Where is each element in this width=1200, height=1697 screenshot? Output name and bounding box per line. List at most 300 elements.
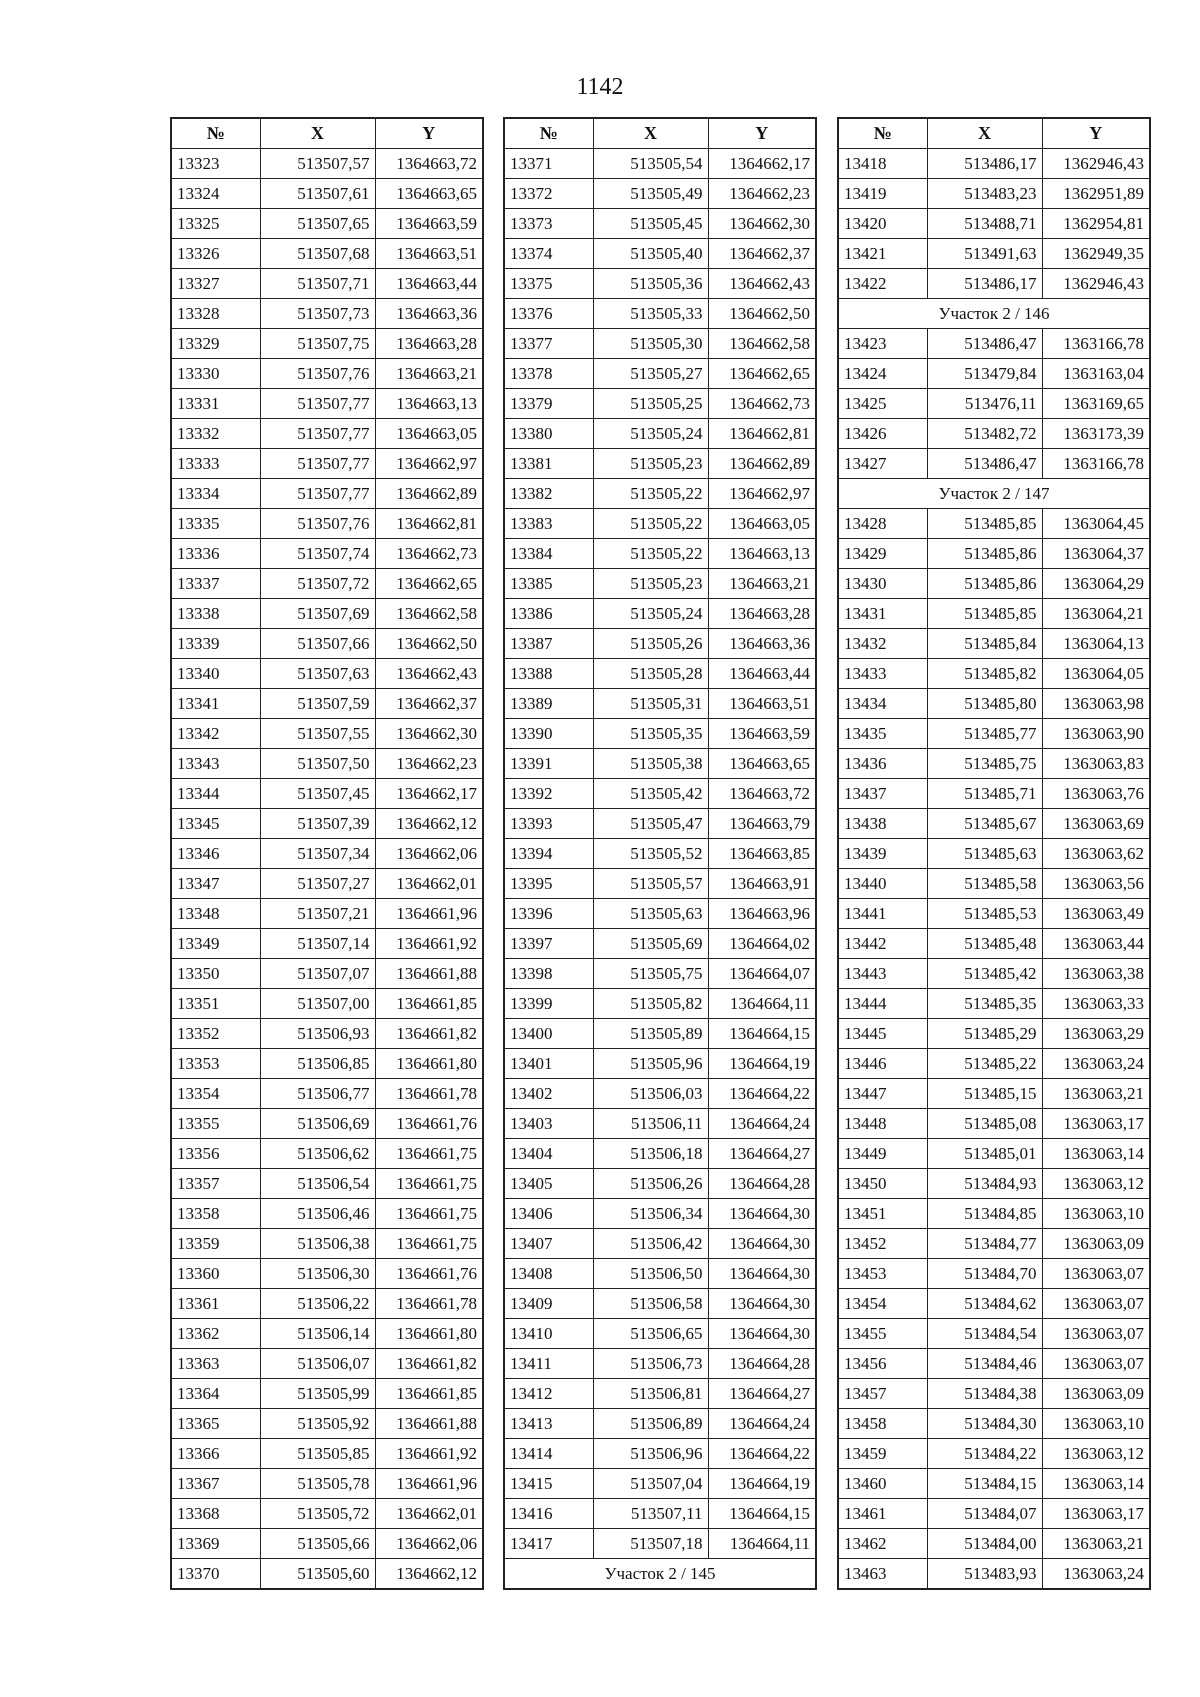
x-coordinate: 513505,85 <box>260 1439 375 1469</box>
point-number: 13347 <box>171 869 260 899</box>
y-coordinate: 1364662,89 <box>708 449 816 479</box>
y-coordinate: 1363163,04 <box>1042 359 1150 389</box>
x-coordinate: 513484,93 <box>927 1169 1042 1199</box>
point-number: 13364 <box>171 1379 260 1409</box>
point-number: 13379 <box>504 389 593 419</box>
y-coordinate: 1364664,27 <box>708 1379 816 1409</box>
table-row <box>504 1139 816 1169</box>
table-row <box>504 149 816 179</box>
point-number: 13354 <box>171 1079 260 1109</box>
y-coordinate: 1364662,30 <box>375 719 483 749</box>
x-coordinate: 513506,89 <box>593 1409 708 1439</box>
point-number: 13409 <box>504 1289 593 1319</box>
point-number: 13403 <box>504 1109 593 1139</box>
section-label: Участок 2 / 146 <box>838 299 1150 329</box>
x-coordinate: 513506,34 <box>593 1199 708 1229</box>
point-number: 13443 <box>838 959 927 989</box>
y-coordinate: 1363063,38 <box>1042 959 1150 989</box>
table-row <box>171 959 483 989</box>
x-coordinate: 513485,86 <box>927 569 1042 599</box>
point-number: 13446 <box>838 1049 927 1079</box>
table-row <box>838 869 1150 899</box>
point-number: 13453 <box>838 1259 927 1289</box>
table-row <box>171 149 483 179</box>
point-number: 13375 <box>504 269 593 299</box>
y-coordinate: 1363169,65 <box>1042 389 1150 419</box>
x-coordinate: 513507,59 <box>260 689 375 719</box>
table-row <box>838 809 1150 839</box>
table-row <box>171 419 483 449</box>
x-coordinate: 513507,39 <box>260 809 375 839</box>
y-coordinate: 1364663,65 <box>375 179 483 209</box>
point-number: 13343 <box>171 749 260 779</box>
y-coordinate: 1364664,15 <box>708 1499 816 1529</box>
table-row <box>504 569 816 599</box>
point-number: 13367 <box>171 1469 260 1499</box>
point-number: 13383 <box>504 509 593 539</box>
x-coordinate: 513505,22 <box>593 479 708 509</box>
table-row <box>504 509 816 539</box>
y-coordinate: 1364661,96 <box>375 899 483 929</box>
point-number: 13463 <box>838 1559 927 1590</box>
x-coordinate: 513505,38 <box>593 749 708 779</box>
point-number: 13440 <box>838 869 927 899</box>
table-row <box>838 569 1150 599</box>
section-row <box>838 479 1150 509</box>
y-coordinate: 1364662,58 <box>375 599 483 629</box>
y-coordinate: 1363064,37 <box>1042 539 1150 569</box>
y-coordinate: 1363063,10 <box>1042 1409 1150 1439</box>
y-coordinate: 1363063,90 <box>1042 719 1150 749</box>
point-number: 13432 <box>838 629 927 659</box>
y-coordinate: 1364662,89 <box>375 479 483 509</box>
point-number: 13369 <box>171 1529 260 1559</box>
x-coordinate: 513507,77 <box>260 389 375 419</box>
x-coordinate: 513505,22 <box>593 539 708 569</box>
point-number: 13345 <box>171 809 260 839</box>
y-coordinate: 1364664,24 <box>708 1409 816 1439</box>
table-row <box>838 179 1150 209</box>
x-coordinate: 513479,84 <box>927 359 1042 389</box>
table-row <box>504 179 816 209</box>
section-label: Участок 2 / 147 <box>838 479 1150 509</box>
table-row <box>171 1019 483 1049</box>
table-row <box>838 389 1150 419</box>
section-row <box>504 1559 816 1590</box>
table-row <box>171 1469 483 1499</box>
x-coordinate: 513506,26 <box>593 1169 708 1199</box>
x-coordinate: 513485,71 <box>927 779 1042 809</box>
x-coordinate: 513507,74 <box>260 539 375 569</box>
point-number: 13442 <box>838 929 927 959</box>
x-coordinate: 513505,40 <box>593 239 708 269</box>
point-number: 13341 <box>171 689 260 719</box>
point-number: 13342 <box>171 719 260 749</box>
point-number: 13394 <box>504 839 593 869</box>
x-coordinate: 513485,42 <box>927 959 1042 989</box>
x-coordinate: 513505,75 <box>593 959 708 989</box>
x-coordinate: 513506,58 <box>593 1289 708 1319</box>
x-coordinate: 513476,11 <box>927 389 1042 419</box>
x-coordinate: 513506,85 <box>260 1049 375 1079</box>
table-row <box>171 929 483 959</box>
y-coordinate: 1364661,76 <box>375 1259 483 1289</box>
point-number: 13413 <box>504 1409 593 1439</box>
x-coordinate: 513485,15 <box>927 1079 1042 1109</box>
y-coordinate: 1364661,82 <box>375 1019 483 1049</box>
table-row <box>838 1469 1150 1499</box>
y-coordinate: 1364662,17 <box>375 779 483 809</box>
y-coordinate: 1364663,44 <box>708 659 816 689</box>
x-coordinate: 513484,62 <box>927 1289 1042 1319</box>
x-coordinate: 513505,23 <box>593 569 708 599</box>
x-coordinate: 513505,78 <box>260 1469 375 1499</box>
point-number: 13459 <box>838 1439 927 1469</box>
y-coordinate: 1364661,92 <box>375 929 483 959</box>
y-coordinate: 1364662,17 <box>708 149 816 179</box>
y-coordinate: 1364662,23 <box>708 179 816 209</box>
table-row <box>504 1079 816 1109</box>
table-row <box>171 1079 483 1109</box>
table-row <box>838 1109 1150 1139</box>
point-number: 13418 <box>838 149 927 179</box>
y-coordinate: 1364663,21 <box>708 569 816 599</box>
y-coordinate: 1364664,11 <box>708 1529 816 1559</box>
table-row <box>504 779 816 809</box>
x-coordinate: 513505,33 <box>593 299 708 329</box>
section-label: Участок 2 / 145 <box>504 1559 816 1590</box>
y-coordinate: 1364663,21 <box>375 359 483 389</box>
table-row <box>838 779 1150 809</box>
table-row <box>171 299 483 329</box>
coordinate-table-left <box>170 117 484 1590</box>
point-number: 13378 <box>504 359 593 389</box>
y-coordinate: 1363064,13 <box>1042 629 1150 659</box>
point-number: 13433 <box>838 659 927 689</box>
y-coordinate: 1364662,01 <box>375 869 483 899</box>
table-row <box>171 1439 483 1469</box>
y-coordinate: 1364663,96 <box>708 899 816 929</box>
x-coordinate: 513506,22 <box>260 1289 375 1319</box>
header-number: № <box>838 118 927 149</box>
table-row <box>504 899 816 929</box>
y-coordinate: 1363173,39 <box>1042 419 1150 449</box>
y-coordinate: 1364661,75 <box>375 1229 483 1259</box>
table-row <box>504 929 816 959</box>
y-coordinate: 1363063,17 <box>1042 1499 1150 1529</box>
y-coordinate: 1364663,72 <box>708 779 816 809</box>
table-row <box>504 1109 816 1139</box>
y-coordinate: 1364664,11 <box>708 989 816 1019</box>
x-coordinate: 513485,08 <box>927 1109 1042 1139</box>
table-row <box>838 1259 1150 1289</box>
header-x: X <box>927 118 1042 149</box>
y-coordinate: 1364661,75 <box>375 1169 483 1199</box>
y-coordinate: 1364663,65 <box>708 749 816 779</box>
point-number: 13396 <box>504 899 593 929</box>
y-coordinate: 1363063,56 <box>1042 869 1150 899</box>
x-coordinate: 513507,21 <box>260 899 375 929</box>
x-coordinate: 513484,85 <box>927 1199 1042 1229</box>
table-row <box>838 1409 1150 1439</box>
x-coordinate: 513505,66 <box>260 1529 375 1559</box>
table-row <box>504 749 816 779</box>
x-coordinate: 513484,70 <box>927 1259 1042 1289</box>
x-coordinate: 513484,22 <box>927 1439 1042 1469</box>
point-number: 13323 <box>171 149 260 179</box>
y-coordinate: 1364661,88 <box>375 959 483 989</box>
y-coordinate: 1364663,28 <box>375 329 483 359</box>
y-coordinate: 1364661,76 <box>375 1109 483 1139</box>
point-number: 13395 <box>504 869 593 899</box>
y-coordinate: 1364664,22 <box>708 1079 816 1109</box>
table-row <box>504 1199 816 1229</box>
point-number: 13420 <box>838 209 927 239</box>
x-coordinate: 513485,82 <box>927 659 1042 689</box>
y-coordinate: 1363063,10 <box>1042 1199 1150 1229</box>
x-coordinate: 513506,62 <box>260 1139 375 1169</box>
point-number: 13358 <box>171 1199 260 1229</box>
y-coordinate: 1363063,14 <box>1042 1469 1150 1499</box>
x-coordinate: 513507,66 <box>260 629 375 659</box>
table-row <box>504 719 816 749</box>
y-coordinate: 1364663,72 <box>375 149 483 179</box>
table-row <box>171 1319 483 1349</box>
table-row <box>171 209 483 239</box>
point-number: 13346 <box>171 839 260 869</box>
x-coordinate: 513485,35 <box>927 989 1042 1019</box>
y-coordinate: 1364662,58 <box>708 329 816 359</box>
x-coordinate: 513507,11 <box>593 1499 708 1529</box>
point-number: 13402 <box>504 1079 593 1109</box>
table-row <box>838 599 1150 629</box>
point-number: 13424 <box>838 359 927 389</box>
table-row <box>171 1529 483 1559</box>
point-number: 13445 <box>838 1019 927 1049</box>
point-number: 13450 <box>838 1169 927 1199</box>
y-coordinate: 1364661,85 <box>375 1379 483 1409</box>
x-coordinate: 513506,73 <box>593 1349 708 1379</box>
x-coordinate: 513507,07 <box>260 959 375 989</box>
x-coordinate: 513507,69 <box>260 599 375 629</box>
table-row <box>838 629 1150 659</box>
x-coordinate: 513485,67 <box>927 809 1042 839</box>
y-coordinate: 1362946,43 <box>1042 149 1150 179</box>
y-coordinate: 1364663,44 <box>375 269 483 299</box>
y-coordinate: 1364663,51 <box>708 689 816 719</box>
point-number: 13356 <box>171 1139 260 1169</box>
y-coordinate: 1363063,09 <box>1042 1229 1150 1259</box>
table-row <box>838 1349 1150 1379</box>
point-number: 13391 <box>504 749 593 779</box>
x-coordinate: 513486,17 <box>927 149 1042 179</box>
y-coordinate: 1364663,59 <box>708 719 816 749</box>
x-coordinate: 513484,77 <box>927 1229 1042 1259</box>
point-number: 13325 <box>171 209 260 239</box>
x-coordinate: 513485,22 <box>927 1049 1042 1079</box>
y-coordinate: 1363063,17 <box>1042 1109 1150 1139</box>
point-number: 13352 <box>171 1019 260 1049</box>
x-coordinate: 513505,82 <box>593 989 708 1019</box>
x-coordinate: 513507,27 <box>260 869 375 899</box>
x-coordinate: 513483,23 <box>927 179 1042 209</box>
table-row <box>171 539 483 569</box>
x-coordinate: 513484,30 <box>927 1409 1042 1439</box>
x-coordinate: 513505,31 <box>593 689 708 719</box>
point-number: 13393 <box>504 809 593 839</box>
y-coordinate: 1364662,97 <box>375 449 483 479</box>
table-row <box>504 1289 816 1319</box>
point-number: 13384 <box>504 539 593 569</box>
y-coordinate: 1364661,82 <box>375 1349 483 1379</box>
point-number: 13407 <box>504 1229 593 1259</box>
x-coordinate: 513505,57 <box>593 869 708 899</box>
point-number: 13385 <box>504 569 593 599</box>
y-coordinate: 1363063,07 <box>1042 1349 1150 1379</box>
table-row <box>838 1499 1150 1529</box>
y-coordinate: 1363064,45 <box>1042 509 1150 539</box>
y-coordinate: 1364662,37 <box>708 239 816 269</box>
y-coordinate: 1363166,78 <box>1042 449 1150 479</box>
table-row <box>504 299 816 329</box>
table-row <box>171 779 483 809</box>
table-row <box>171 599 483 629</box>
point-number: 13397 <box>504 929 593 959</box>
y-coordinate: 1364663,28 <box>708 599 816 629</box>
x-coordinate: 513506,38 <box>260 1229 375 1259</box>
table-row <box>504 239 816 269</box>
y-coordinate: 1363063,83 <box>1042 749 1150 779</box>
y-coordinate: 1364662,06 <box>375 1529 483 1559</box>
point-number: 13410 <box>504 1319 593 1349</box>
table-row <box>171 899 483 929</box>
x-coordinate: 513485,75 <box>927 749 1042 779</box>
x-coordinate: 513507,65 <box>260 209 375 239</box>
point-number: 13423 <box>838 329 927 359</box>
point-number: 13357 <box>171 1169 260 1199</box>
y-coordinate: 1364664,24 <box>708 1109 816 1139</box>
point-number: 13365 <box>171 1409 260 1439</box>
point-number: 13326 <box>171 239 260 269</box>
y-coordinate: 1364664,19 <box>708 1049 816 1079</box>
point-number: 13331 <box>171 389 260 419</box>
point-number: 13339 <box>171 629 260 659</box>
x-coordinate: 513507,77 <box>260 419 375 449</box>
x-coordinate: 513506,11 <box>593 1109 708 1139</box>
x-coordinate: 513506,07 <box>260 1349 375 1379</box>
y-coordinate: 1364661,92 <box>375 1439 483 1469</box>
point-number: 13428 <box>838 509 927 539</box>
point-number: 13452 <box>838 1229 927 1259</box>
y-coordinate: 1363063,12 <box>1042 1169 1150 1199</box>
point-number: 13382 <box>504 479 593 509</box>
point-number: 13350 <box>171 959 260 989</box>
x-coordinate: 513505,30 <box>593 329 708 359</box>
x-coordinate: 513505,96 <box>593 1049 708 1079</box>
table-row <box>504 1019 816 1049</box>
y-coordinate: 1364662,73 <box>375 539 483 569</box>
x-coordinate: 513505,47 <box>593 809 708 839</box>
table-row <box>171 1139 483 1169</box>
x-coordinate: 513507,55 <box>260 719 375 749</box>
table-row <box>504 809 816 839</box>
header-number: № <box>171 118 260 149</box>
y-coordinate: 1363063,14 <box>1042 1139 1150 1169</box>
y-coordinate: 1364662,30 <box>708 209 816 239</box>
x-coordinate: 513485,48 <box>927 929 1042 959</box>
table-row <box>171 269 483 299</box>
table-row <box>171 1409 483 1439</box>
y-coordinate: 1364663,36 <box>375 299 483 329</box>
coordinate-table-middle <box>503 117 817 1590</box>
table-row <box>504 599 816 629</box>
point-number: 13386 <box>504 599 593 629</box>
table-row <box>171 689 483 719</box>
y-coordinate: 1364664,02 <box>708 929 816 959</box>
x-coordinate: 513486,47 <box>927 329 1042 359</box>
x-coordinate: 513506,46 <box>260 1199 375 1229</box>
table-row <box>171 389 483 419</box>
x-coordinate: 513485,80 <box>927 689 1042 719</box>
x-coordinate: 513507,71 <box>260 269 375 299</box>
point-number: 13435 <box>838 719 927 749</box>
point-number: 13427 <box>838 449 927 479</box>
y-coordinate: 1364664,28 <box>708 1349 816 1379</box>
x-coordinate: 513484,54 <box>927 1319 1042 1349</box>
point-number: 13370 <box>171 1559 260 1590</box>
header-number: № <box>504 118 593 149</box>
y-coordinate: 1364662,43 <box>375 659 483 689</box>
y-coordinate: 1362949,35 <box>1042 239 1150 269</box>
table-row <box>838 959 1150 989</box>
point-number: 13353 <box>171 1049 260 1079</box>
point-number: 13415 <box>504 1469 593 1499</box>
x-coordinate: 513505,72 <box>260 1499 375 1529</box>
table-row <box>838 1019 1150 1049</box>
header-x: X <box>260 118 375 149</box>
point-number: 13448 <box>838 1109 927 1139</box>
table-row <box>838 1049 1150 1079</box>
x-coordinate: 513505,69 <box>593 929 708 959</box>
y-coordinate: 1362954,81 <box>1042 209 1150 239</box>
point-number: 13355 <box>171 1109 260 1139</box>
x-coordinate: 513507,45 <box>260 779 375 809</box>
y-coordinate: 1363064,29 <box>1042 569 1150 599</box>
point-number: 13371 <box>504 149 593 179</box>
point-number: 13363 <box>171 1349 260 1379</box>
y-coordinate: 1364664,22 <box>708 1439 816 1469</box>
point-number: 13398 <box>504 959 593 989</box>
table-row <box>171 1109 483 1139</box>
y-coordinate: 1364664,27 <box>708 1139 816 1169</box>
table-row <box>171 1229 483 1259</box>
table-row <box>838 209 1150 239</box>
table-row <box>171 1289 483 1319</box>
y-coordinate: 1364663,51 <box>375 239 483 269</box>
table-row <box>504 1049 816 1079</box>
table-row <box>838 149 1150 179</box>
y-coordinate: 1364663,05 <box>708 509 816 539</box>
point-number: 13324 <box>171 179 260 209</box>
point-number: 13373 <box>504 209 593 239</box>
table-row <box>171 479 483 509</box>
y-coordinate: 1364661,88 <box>375 1409 483 1439</box>
y-coordinate: 1363166,78 <box>1042 329 1150 359</box>
x-coordinate: 513507,00 <box>260 989 375 1019</box>
table-row <box>838 1289 1150 1319</box>
y-coordinate: 1364663,05 <box>375 419 483 449</box>
x-coordinate: 513485,29 <box>927 1019 1042 1049</box>
